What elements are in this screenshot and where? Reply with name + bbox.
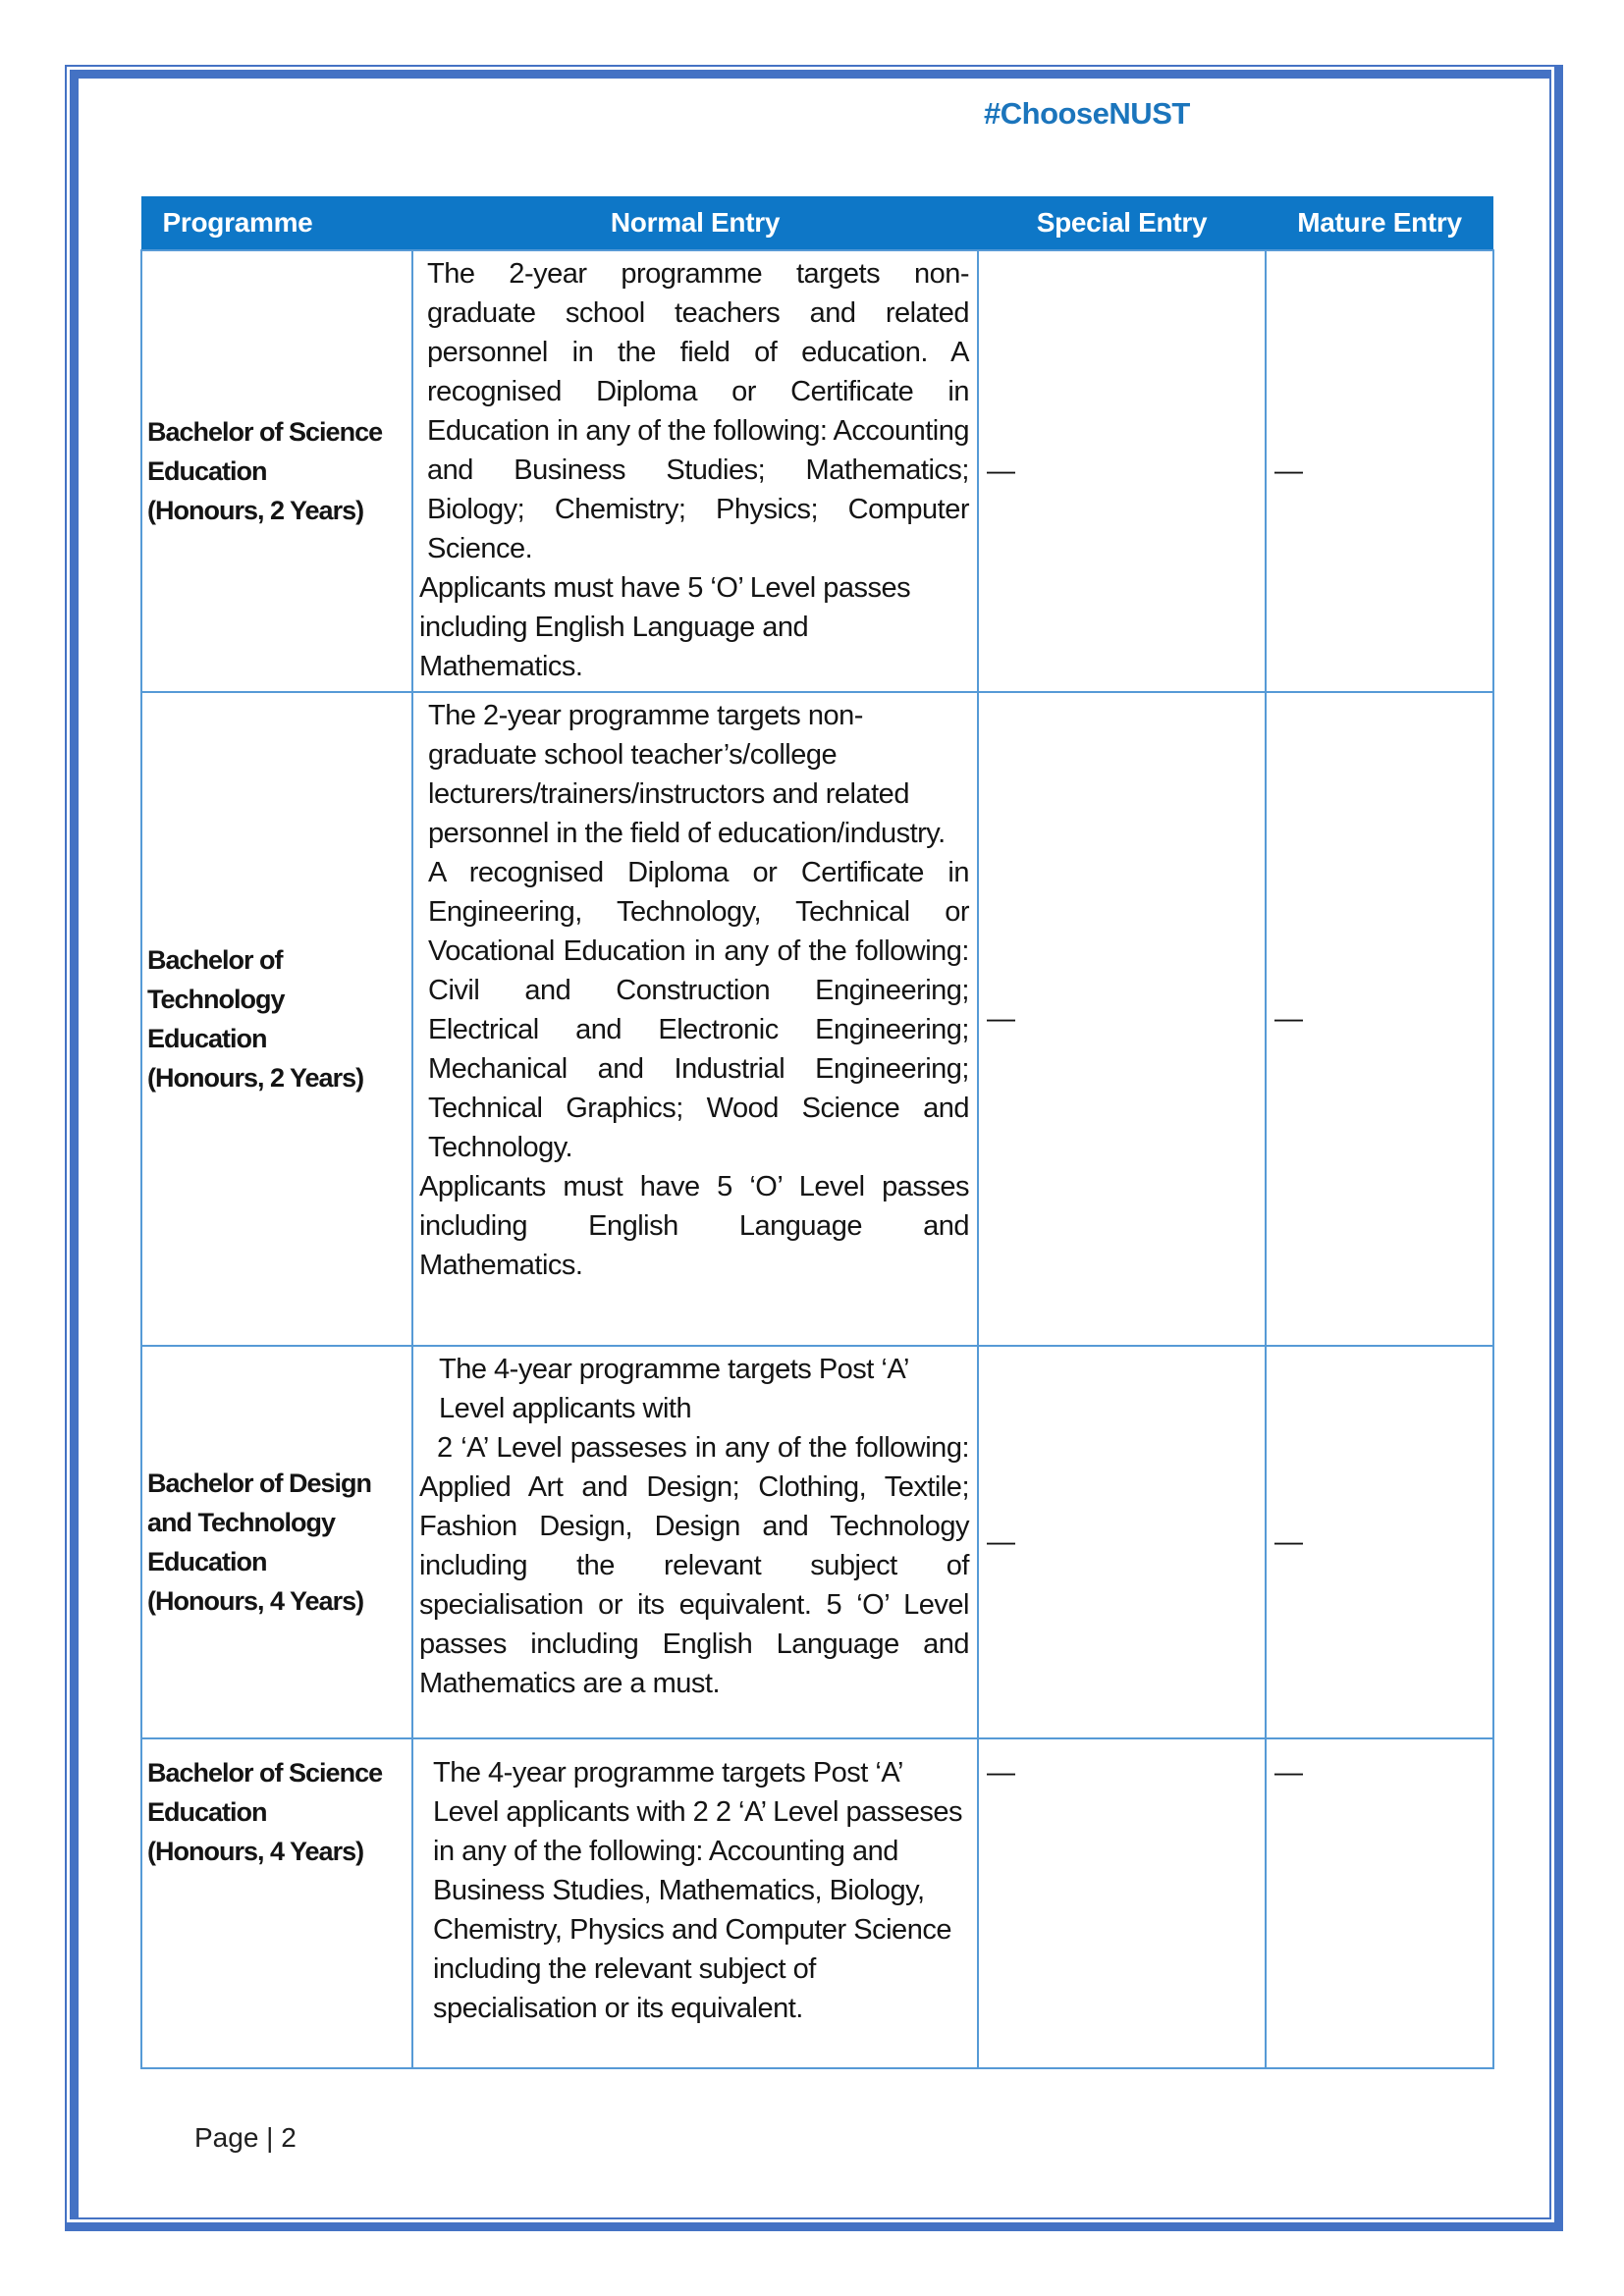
page-number: Page | 2: [194, 2122, 297, 2153]
programme-name-line: Bachelor of Design: [147, 1468, 372, 1498]
em-dash: —: [987, 1526, 1015, 1558]
normal-entry-paragraph: The 4-year programme targets Post ‘A’ Level applicants with 2 2 ‘A’ Level passeses in any of the following: Accounting and Business Studies, Mathematics, Biology, Chemistry, Physics and Computer Science including the relevant subject of specialisation or its equivalent.: [433, 1757, 962, 2024]
programme-name-line: Education: [147, 456, 267, 486]
programmes-table: [140, 196, 1494, 2069]
normal-entry-cell: [412, 1346, 978, 1738]
normal-entry-paragraph: A recognised Diploma or Certificate in Engineering, Technology, Technical or Vocational Education in any of the following: Civil and Construction Engineering; Electrical and Electronic Engineering; Mechanical and Industrial Engineering; Technical Graphics; Wood Science and Technology.: [428, 857, 969, 1163]
normal-entry-paragraph: 2 ‘A’ Level passeses in any of the following: Applied Art and Design; Clothing, Textile; Fashion Design, Design and Technology including the relevant subject of specialisation or its equivalent. 5 ‘O’ Level passes including English Language and Mathematics are a must.: [419, 1432, 969, 1699]
programme-name-line: Education: [147, 1797, 267, 1827]
programme-name-line: Technology: [147, 985, 285, 1014]
header-programme: Programme: [141, 196, 412, 250]
normal-entry-paragraph: The 2-year programme targets non-graduate school teacher’s/college lecturers/trainers/instructors and related personnel in the field of education/industry.: [428, 700, 946, 849]
em-dash: —: [1274, 455, 1303, 487]
em-dash: —: [1274, 1757, 1303, 1789]
programme-cell: [141, 250, 412, 692]
table-row: [141, 250, 1493, 692]
em-dash: —: [987, 1757, 1015, 1789]
header-mature-entry: Mature Entry: [1266, 196, 1493, 250]
programme-name-line: Education: [147, 1547, 267, 1576]
programme-name-line: (Honours, 2 Years): [147, 496, 364, 525]
em-dash: —: [987, 1003, 1015, 1035]
table-row: [141, 1738, 1493, 2068]
normal-entry-paragraph: The 2-year programme targets non-graduate school teachers and related personnel in the field of education. A recognised Diploma or Certificate in Education in any of the following: Accounting and Business Studies; Mathematics; Biology; Chemistry; Physics; Computer Science.: [427, 258, 969, 564]
em-dash: —: [1274, 1526, 1303, 1558]
normal-entry-paragraph: Applicants must have 5 ‘O’ Level passes including English Language and Mathematics.: [419, 572, 911, 682]
special-entry-cell: [978, 1738, 1266, 2068]
mature-entry-cell: [1266, 1346, 1493, 1738]
em-dash: —: [987, 455, 1015, 487]
normal-entry-paragraph: Applicants must have 5 ‘O’ Level passes including English Language and Mathematics.: [419, 1171, 969, 1281]
special-entry-cell: [978, 250, 1266, 692]
mature-entry-cell: [1266, 250, 1493, 692]
programme-cell: [141, 692, 412, 1346]
programme-cell: [141, 1346, 412, 1738]
header-normal-entry: Normal Entry: [412, 196, 978, 250]
mature-entry-cell: [1266, 1738, 1493, 2068]
programme-name-line: Education: [147, 1024, 267, 1053]
table-row: [141, 692, 1493, 1346]
normal-entry-cell: [412, 1738, 978, 2068]
programme-name-line: (Honours, 4 Years): [147, 1586, 364, 1616]
programme-name-line: Bachelor of Science: [147, 417, 383, 447]
table-row: [141, 1346, 1493, 1738]
em-dash: —: [1274, 1003, 1303, 1035]
mature-entry-cell: [1266, 692, 1493, 1346]
normal-entry-paragraph: The 4-year programme targets Post ‘A’ Level applicants with: [439, 1354, 908, 1424]
programme-name-line: and Technology: [147, 1508, 336, 1537]
table-header-row: [141, 196, 1493, 250]
special-entry-cell: [978, 692, 1266, 1346]
header-special-entry: Special Entry: [978, 196, 1266, 250]
programme-name-line: (Honours, 4 Years): [147, 1837, 364, 1866]
choose-nust-hashtag: #ChooseNUST: [984, 96, 1190, 131]
normal-entry-cell: [412, 250, 978, 692]
programme-cell: [141, 1738, 412, 2068]
normal-entry-cell: [412, 692, 978, 1346]
programme-name-line: Bachelor of: [147, 945, 283, 975]
programme-name-line: (Honours, 2 Years): [147, 1063, 364, 1093]
programme-name-line: Bachelor of Science: [147, 1758, 383, 1788]
special-entry-cell: [978, 1346, 1266, 1738]
